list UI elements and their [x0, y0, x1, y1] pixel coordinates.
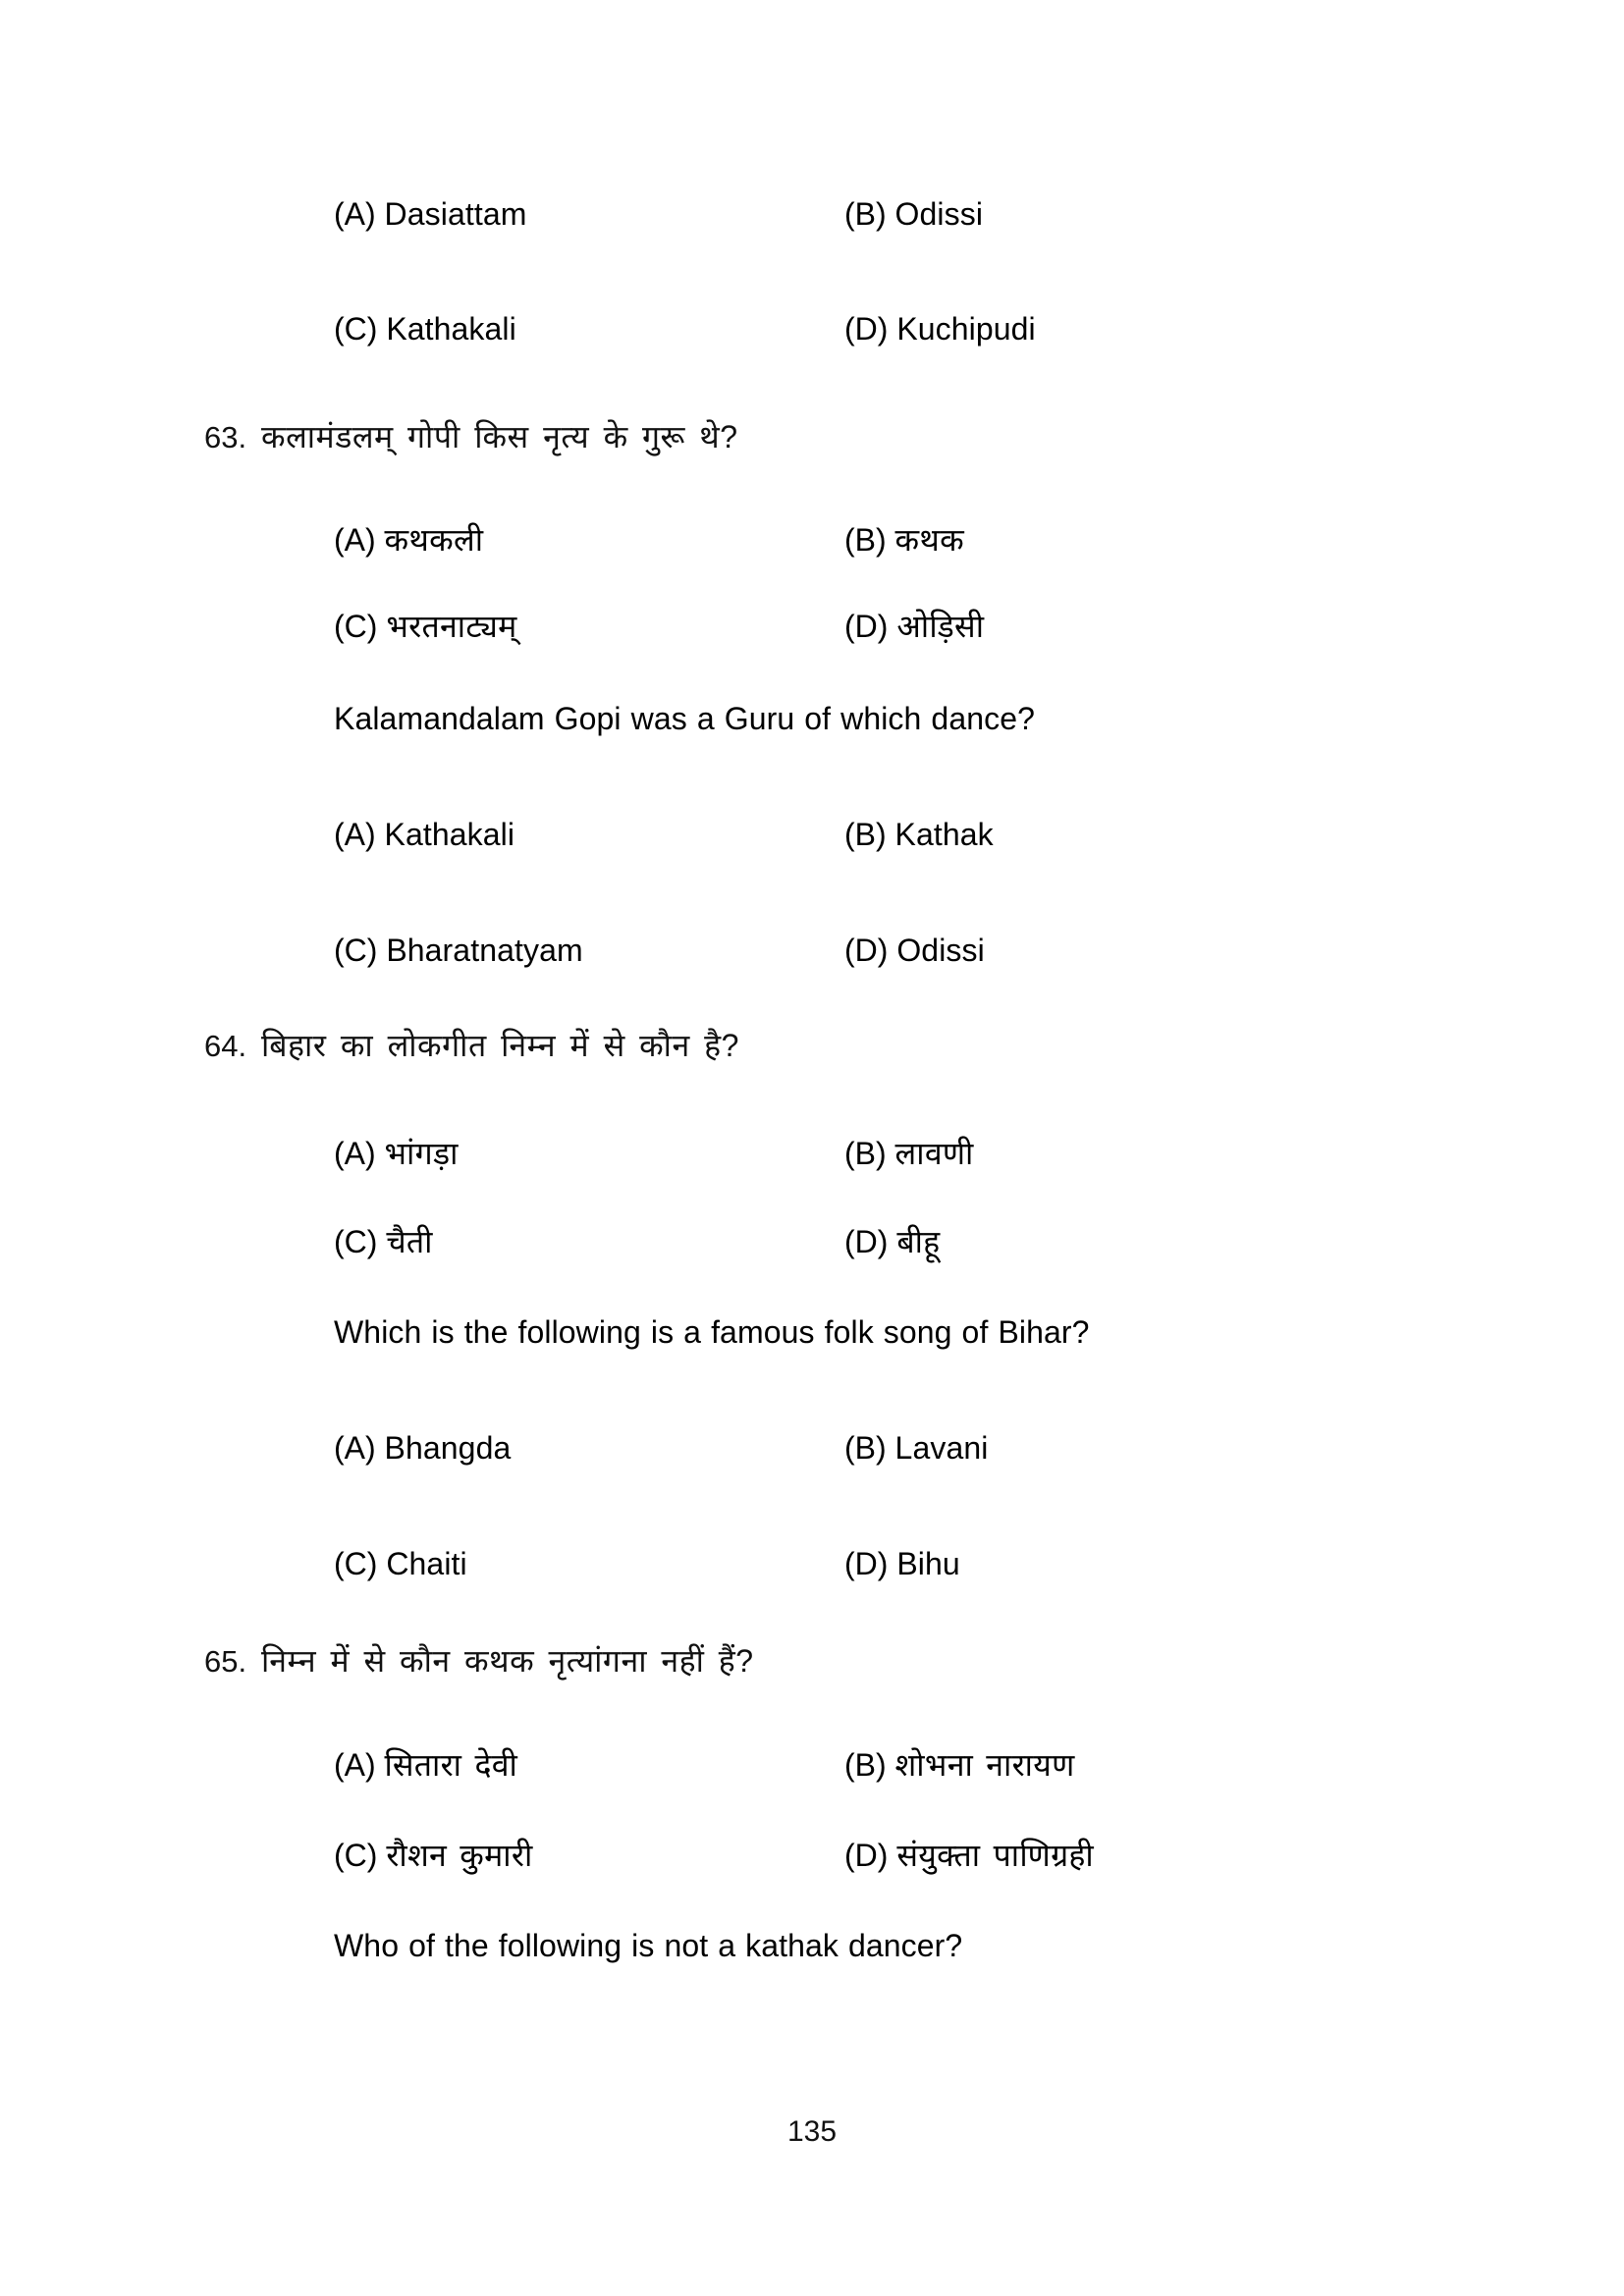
- option-c-label: (C): [334, 311, 378, 347]
- option-c-text: Bharatnatyam: [386, 933, 583, 968]
- question-64-options-hindi-row-cd: [334, 1222, 1355, 1261]
- option-d-text: Bihu: [896, 1546, 960, 1581]
- option-d-label: (D): [844, 609, 889, 644]
- option-d: [844, 309, 1355, 348]
- option-d-text: ओड़िसी: [896, 609, 985, 644]
- question-63-option-d-english: [844, 931, 1355, 970]
- question-65-stem-hindi: [204, 1641, 754, 1682]
- option-c-label: (C): [334, 1546, 378, 1581]
- question-63-options-hindi-row-ab: [334, 520, 1355, 560]
- option-d-label: (D): [844, 1224, 889, 1259]
- option-a-label: (A): [334, 1136, 376, 1171]
- option-b-label: (B): [844, 817, 887, 852]
- option-c: [334, 309, 844, 348]
- option-b-text: लावणी: [894, 1136, 974, 1171]
- question-64-option-d-hindi: [844, 1222, 1355, 1261]
- question-65-option-d-hindi: [844, 1836, 1355, 1875]
- question-63-option-c-english: [334, 931, 844, 970]
- option-b-label: (B): [844, 1430, 887, 1466]
- question-63-text-hindi: कलामंडलम् गोपी किस नृत्य के गुरू थे?: [261, 419, 738, 454]
- option-c-text: Chaiti: [386, 1546, 467, 1581]
- option-a-label: (A): [334, 817, 376, 852]
- option-d-label: (D): [844, 311, 889, 347]
- option-c-text: Kathakali: [386, 311, 516, 347]
- question-65-option-c-hindi: [334, 1836, 844, 1875]
- question-63-options-hindi-row-cd: [334, 607, 1355, 646]
- option-a-label: (A): [334, 522, 376, 558]
- option-c-text: भरतनाट्यम्: [386, 609, 517, 644]
- question-63-option-b-english: [844, 815, 1355, 854]
- question-64-option-c-english: [334, 1544, 844, 1583]
- option-d-text: Odissi: [896, 933, 985, 968]
- option-d-text: संयुक्ता पाणिग्रही: [896, 1838, 1094, 1873]
- option-a-label: (A): [334, 1747, 376, 1783]
- option-d-label: (D): [844, 1546, 889, 1581]
- option-b-label: (B): [844, 1747, 887, 1783]
- question-65-text-hindi: निम्न में से कौन कथक नृत्यांगना नहीं हैं?: [261, 1643, 754, 1679]
- question-65-option-a-hindi: [334, 1745, 844, 1785]
- option-a-text: Kathakali: [384, 817, 515, 852]
- question-65-number: 65.: [204, 1644, 247, 1679]
- option-d-label: (D): [844, 933, 889, 968]
- carryover-option-row-ab: [334, 194, 1355, 234]
- option-b-label: (B): [844, 522, 887, 558]
- option-c-text: रौशन कुमारी: [386, 1838, 533, 1873]
- question-64-option-b-hindi: [844, 1134, 1355, 1173]
- question-63-stem-english: Kalamandalam Gopi was a Guru of which dance?: [334, 701, 1036, 736]
- question-63-option-a-english: [334, 815, 844, 854]
- question-65-stem-english: Who of the following is not a kathak dancer?: [334, 1928, 963, 1963]
- option-c-text: चैती: [386, 1224, 433, 1259]
- option-b-text: Odissi: [894, 196, 984, 232]
- option-a-label: (A): [334, 196, 376, 232]
- option-b-text: Kathak: [894, 817, 994, 852]
- question-64-option-c-hindi: [334, 1222, 844, 1261]
- option-b: [844, 194, 1355, 234]
- option-a-label: (A): [334, 1430, 376, 1466]
- option-b-text: Lavani: [894, 1430, 989, 1466]
- question-64-number: 64.: [204, 1029, 247, 1063]
- question-64-stem-english: Which is the following is a famous folk song of Bihar?: [334, 1314, 1090, 1350]
- option-c-label: (C): [334, 609, 378, 644]
- question-65-options-hindi-row-cd: [334, 1836, 1355, 1875]
- option-d-text: Kuchipudi: [896, 311, 1036, 347]
- question-64-options-english-row-ab: [334, 1428, 1355, 1468]
- option-d-label: (D): [844, 1838, 889, 1873]
- question-63-option-a-hindi: [334, 520, 844, 560]
- option-a-text: कथकली: [384, 522, 484, 558]
- option-a-text: भांगड़ा: [384, 1136, 459, 1171]
- question-63-option-b-hindi: [844, 520, 1355, 560]
- option-b-label: (B): [844, 1136, 887, 1171]
- page-number: 135: [786, 2115, 838, 2148]
- option-a-text: सितारा देवी: [384, 1747, 518, 1783]
- question-63-option-d-hindi: [844, 607, 1355, 646]
- option-a-text: Dasiattam: [384, 196, 527, 232]
- question-63-options-english-row-ab: [334, 815, 1355, 854]
- option-b-label: (B): [844, 196, 887, 232]
- question-63-number: 63.: [204, 420, 247, 454]
- option-b-text: शोभना नारायण: [894, 1747, 1075, 1783]
- option-b-text: कथक: [894, 522, 965, 558]
- question-65-options-hindi-row-ab: [334, 1745, 1355, 1785]
- question-64-option-d-english: [844, 1544, 1355, 1583]
- question-64-option-b-english: [844, 1428, 1355, 1468]
- question-64-stem-hindi: [204, 1026, 739, 1066]
- question-63-stem-hindi: [204, 417, 738, 457]
- question-63-options-english-row-cd: [334, 931, 1355, 970]
- question-64-text-hindi: बिहार का लोकगीत निम्न में से कौन है?: [261, 1028, 739, 1063]
- option-d-text: बीहू: [896, 1224, 941, 1259]
- carryover-option-row-cd: [334, 309, 1355, 348]
- option-a-text: Bhangda: [384, 1430, 512, 1466]
- option-c-label: (C): [334, 933, 378, 968]
- question-64-options-hindi-row-ab: [334, 1134, 1355, 1173]
- question-64-option-a-hindi: [334, 1134, 844, 1173]
- option-c-label: (C): [334, 1224, 378, 1259]
- option-c-label: (C): [334, 1838, 378, 1873]
- question-64-option-a-english: [334, 1428, 844, 1468]
- question-65-option-b-hindi: [844, 1745, 1355, 1785]
- question-64-options-english-row-cd: [334, 1544, 1355, 1583]
- option-a: [334, 194, 844, 234]
- question-63-option-c-hindi: [334, 607, 844, 646]
